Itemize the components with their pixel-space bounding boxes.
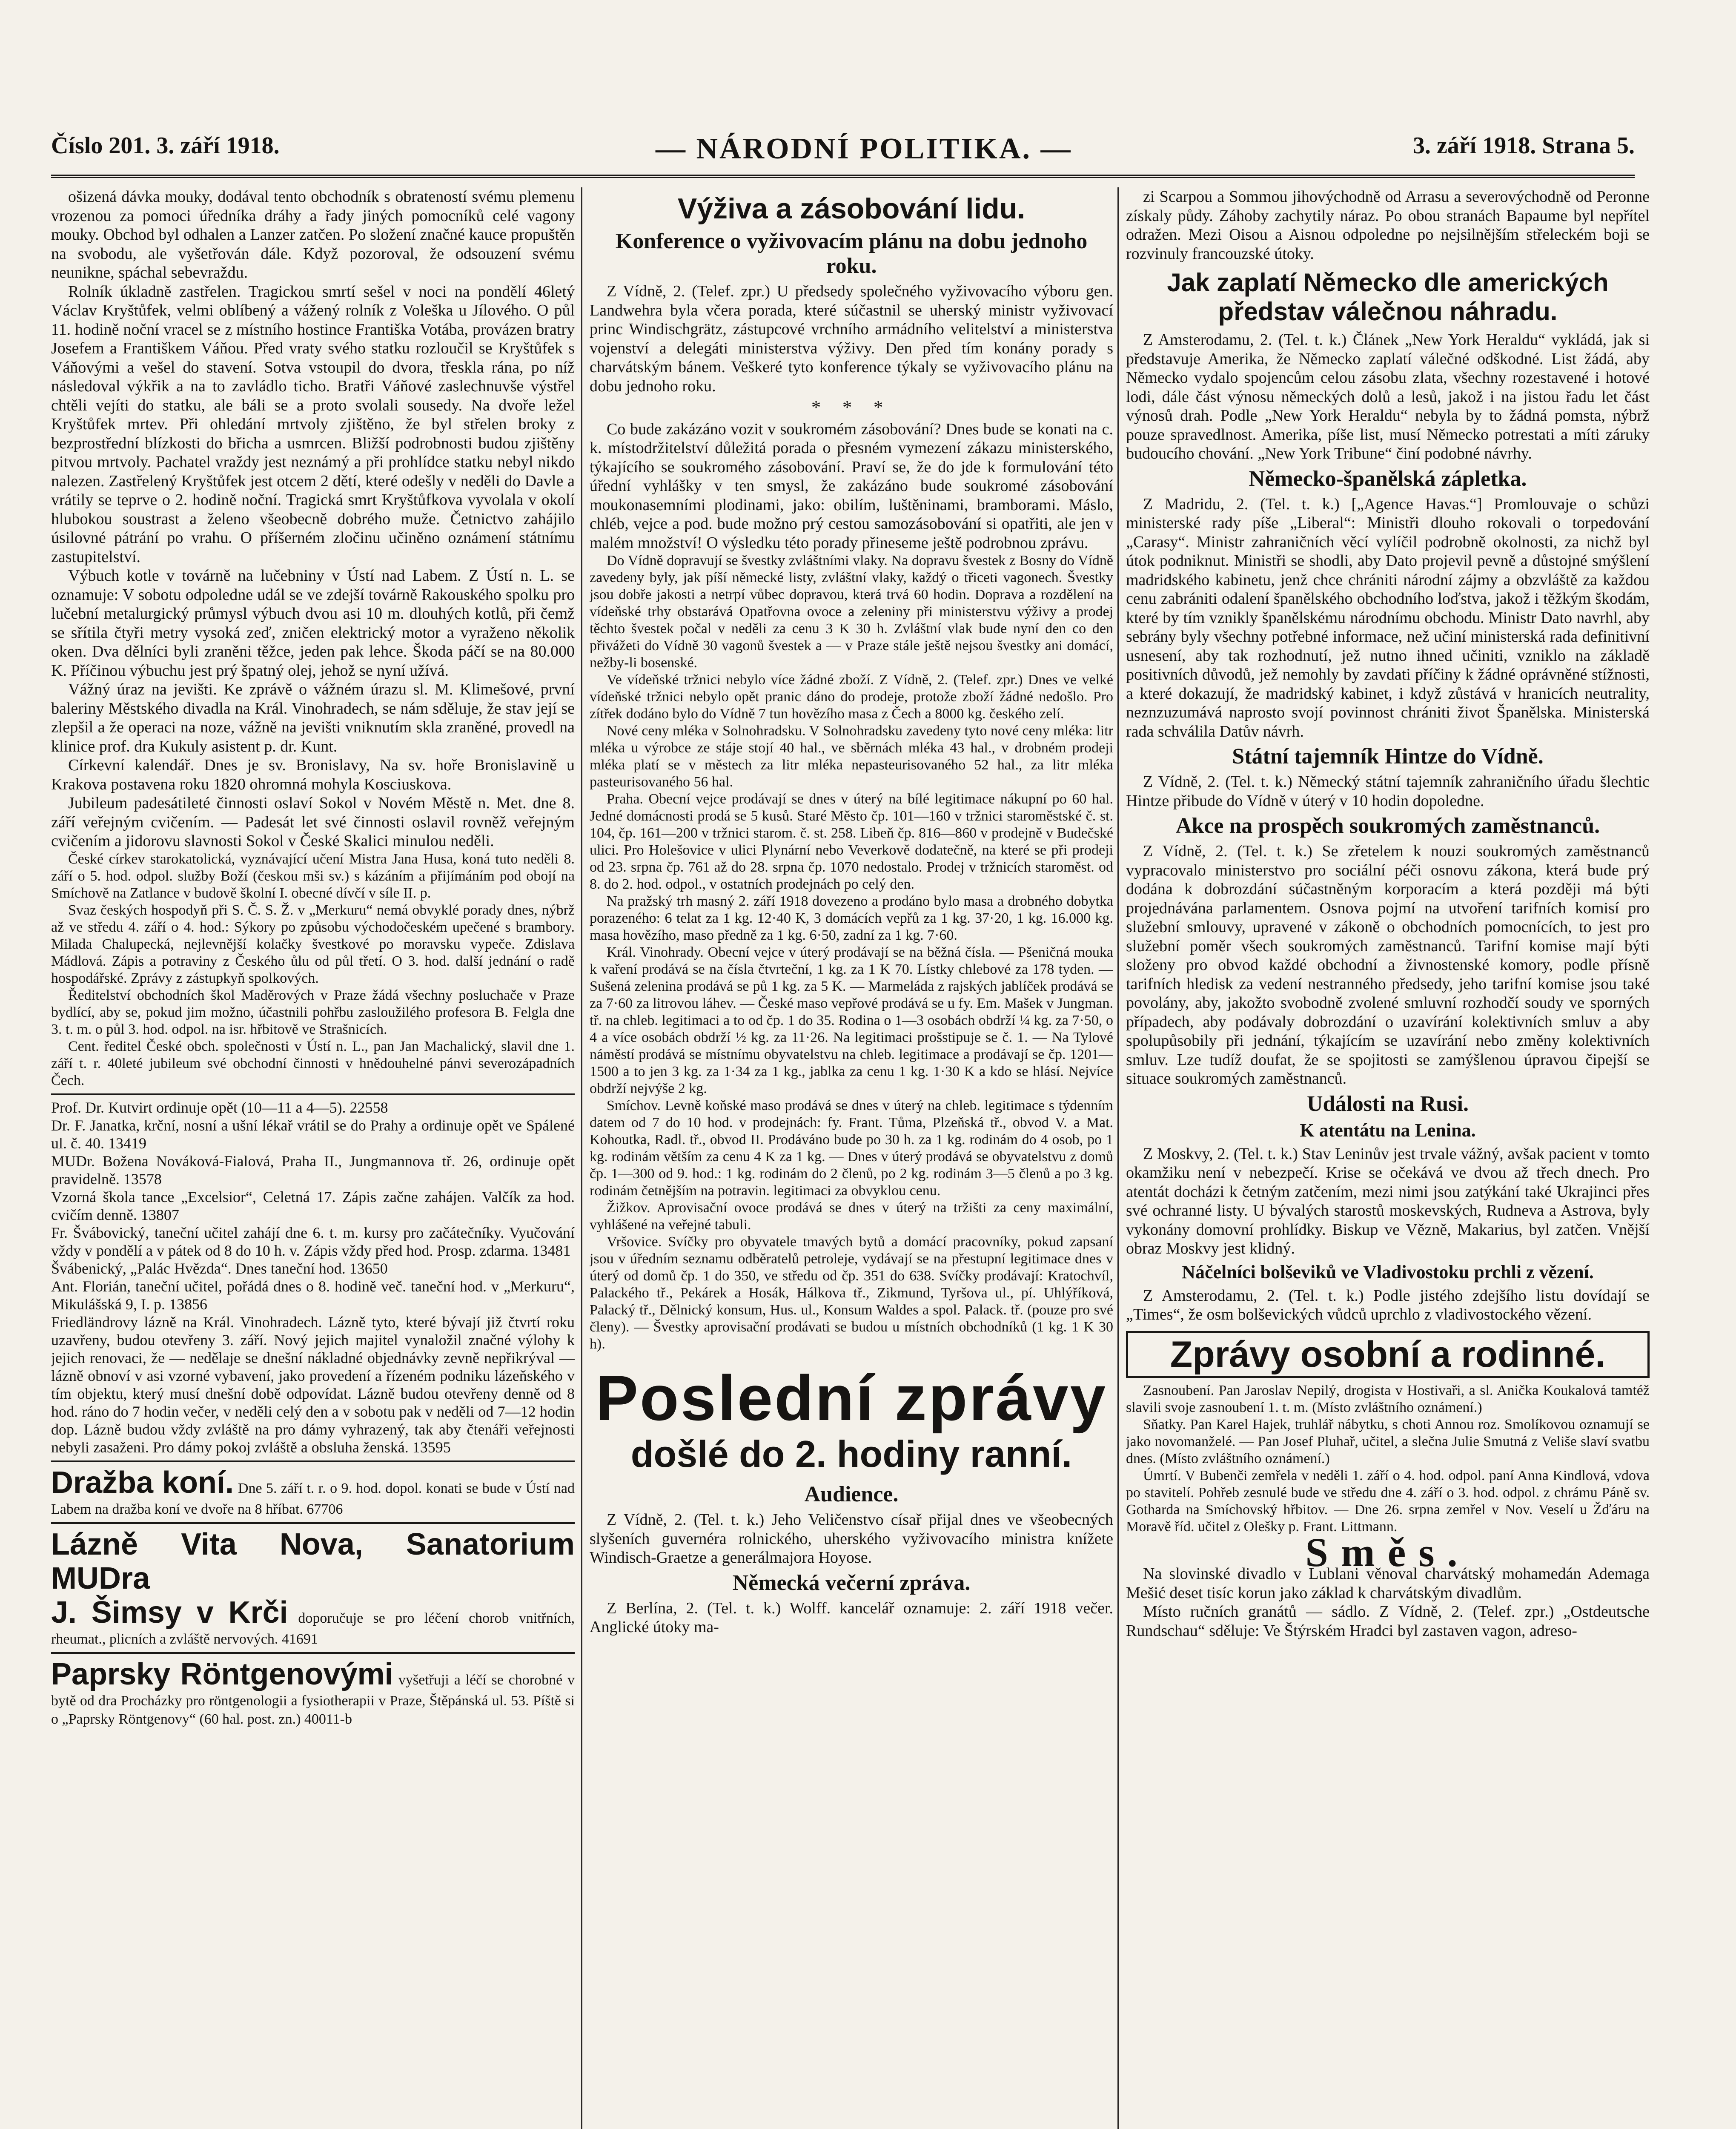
article-paragraph: Svaz českých hospodyň při S. Č. S. Ž. v „Merkuru“ nemá obvyklé porady dnes, nýbrž až ve středu 4. září o 4. hod.: Sýkory po způsobu východočeském upečené s brambory. Milada Chalupecká, nejlevnější kolačky švestkové po moravsku vypeče. Zdislava Mádlová. Zápis a potraviny z Českého ůlu od půl třetí. O 3. hod. další jednání o radě hospodářské. Zprávy z zástupkyň spolkových. bbox=[51, 902, 575, 986]
column-3 bbox=[1126, 187, 1650, 2129]
article-paragraph: zi Scarpou a Sommou jihovýchodně od Arrasu a severovýchodně od Peronne získaly půdy. Záhoby zachytily náraz. Po obou stranách Bapaume byl nepřítel odražen. Mezi Oisou a Aisnou odpoledne po nejsilnějším střeleckém boji se rozvinuly francouzské útoky. bbox=[1126, 188, 1650, 263]
article-paragraph: Z Vídně, 2. (Tel. t. k.) Německý státní tajemník zahraničního úřadu šlechtic Hintze přibude do Vídně v úterý v 10 hodin dopoledne. bbox=[1126, 773, 1650, 810]
ad-paprsky bbox=[51, 1652, 575, 1728]
ad-paragraph: Friedländrovy lázně na Král. Vinohradech. Lázně tyto, které bývají již čtvrtí roku uzavřeny, budou otevřeny 3. září. Nový jejich majitel vynaložil značné výlohy k jejich renovaci, že — nedělaje se dnešní nákladné objednávky zevně nepřikrýval — lázně obnoví v asi vzorné vybavení, jako provedení a řízeném podniku lázeňského v tím objektu, který musí dnešní době odpovídat. Lázně budou otevřeny denně od 8 hod. ráno do 7 hodin večer, v neděli celý den a v sobotu pak v neděli od 7—12 hodin dop. Lázně budou vždy zvláště na pro dámy vyhrazený, tak aby čtenáři veřejnosti nebyli zasaženi. Pro dámy pokoj zvláště a obsluha ženská. 13595 bbox=[51, 1313, 575, 1456]
article-paragraph: Z Madridu, 2. (Tel. t. k.) [„Agence Havas.“] Promlouvaje o schůzi ministerské rady píše „Liberal“: Ministři dlouho rokovali o torpedování „Carasy“. Ministr zahraničních věcí vylíčil podrobně okolnosti, za nichž byl útok podniknut. Ministři se shodli, aby Dato projevil pevně a důstojné smýšlení madridského kabinetu, jenž chce chrániti národní zájmy a obzvláště za každou cenu zabrániti odalení španělského obchodního loďstva, jakož i těžkým škodám, které by tím vznikly španělskému národnímu obchodu. Ministr Dato navrhl, aby sebrány byly všechny potřebné informace, než učiní ministerská rada definitivní usnesení, aby tak rozhodnutí, jež nutno ihned učiniti, vzniklo na základě positivních důvodů, jež nemohly by zavdati příčiny k žádné oprávněné stížnosti, a které dokazují, že madridský kabinet, i když zůstává v hranicích neutrality, neznzuzumává naprosto svojí povinnost chrániti život Španělska. Ministerská rada schválila Datův návrh. bbox=[1126, 495, 1650, 740]
miscellany-title: Směs. bbox=[1305, 1529, 1470, 1575]
ad-title: Paprsky Röntgenovými bbox=[51, 1657, 393, 1691]
article-headline: Náčelníci bolševiků ve Vladivostoku prchli z vězení. bbox=[1182, 1261, 1594, 1283]
column-1 bbox=[51, 187, 575, 2129]
ad-line: Fr. Švábovický, taneční učitel zahájí dne 6. t. m. kursy pro začátečníky. Vyučování vždy v pondělí a v pátek od 8 do 10 h. v. Zápis vždy před hod. Prosp. zdarma. 13481 bbox=[51, 1224, 575, 1259]
article-headline: Události na Rusi. bbox=[1307, 1091, 1469, 1116]
article-paragraph: Do Vídně dopravují se švestky zvláštními vlaky. Na dopravu švestek z Bosny do Vídně zavedeny byly, jak píší německé listy, zvláštní vlaky, každý o třiceti vagonech. Švestky jsou dobře jakosti a netrpí vůbec dopravou, která trvá 60 hodin. Doprava a rozdělení na vídeňské trhy obstarává Opatřovna ovoce a zeleniny při ministerstvu výživy a prodej těchto švestek počal v neděli za cenu 3 K 30 h. Zvláštní vlak bude nyní den co den přivážeti do Vídně 30 vagonů švestek a — v Praze stále ještě nejsou švestky ani domácí, nežby-li bosenské. bbox=[590, 553, 1113, 671]
ad-line: Dr. F. Janatka, krční, nosní a ušní lékař vrátil se do Prahy a ordinuje opět ve Spálené ul. č. 40. 13419 bbox=[51, 1116, 575, 1152]
article-paragraph: Žižkov. Aprovisační ovoce prodává se dnes v úterý na tržišti za ceny maximální, vyhlášené na veřejné tabuli. bbox=[590, 1200, 1113, 1233]
article-paragraph: Smíchov. Levně koňské maso prodává se dnes v úterý na chleb. legitimace s týdenním datem od 7 do 10 hod. v prodejnách: fy. Frant. Tůma, Plzeňská tř., obvod V. a Mat. Kohoutka, Radl. tř., obvod II. Prodáváno bude po 30 h. za 1 kg. rodinám do 4 osob, po 1 kg. rodinám větším za cenu 4 K za 1 kg. — Dnes v úterý prodává se obyvatelstvu z domů čp. 1—300 od 9. hod.: 1 kg. rodinám do 2 členů, po 2 kg. rodinám 3—5 členů a po 3 kg. rodinám četnějším na potravin. legitimaci za obvyklou cenu. bbox=[590, 1098, 1113, 1199]
ad-title: Lázně Vita Nova, Sanatorium MUDra bbox=[51, 1527, 575, 1595]
article-paragraph: Sňatky. Pan Karel Hajek, truhlář nábytku, s choti Annou roz. Smolíkovou oznamují se jako novomanželé. — Pan Josef Pluhař, učitel, a slečna Julie Smutná z Veliše slaví svatbu dnes. (Místo zvláštního oznámení.) bbox=[1126, 1416, 1650, 1466]
ad-title: J. Šimsy v Krči bbox=[51, 1595, 288, 1630]
ad-lazne bbox=[51, 1522, 575, 1648]
article-paragraph: Král. Vinohrady. Obecní vejce v úterý prodávají se na běžná čísla. — Pšeničná mouka k vaření prodává se na čísla čtvrteční, 1 kg. za 1 K 70. Lístky chlebové za 178 tyden. — Sušená zelenina prodává se pů 1 kg. za 5 K. — Marmeláda z rajských jablíček prodává se za 7·60 za litrovou láhev. — České maso vepřové prodává se u fy. Em. Mašek v Jungman. tř. na chleb. legitimaci a to od čp. 1 do 35. Rodina o 1—3 osobách obdrží ¼ kg. za 7·50, o 4 a více osobách obdrží ½ kg. za 11·26. Na legitimaci prošstipuje se č. 1. — Na Tylové náměstí prodává se místnímu obyvatelstvu na chleb. legitimace a prodávají se čp. 1201—1500 a to jen 3 kg. za 1·34 za 1 kg., jablka za cenu 1 kg. 1·30 K a kdo se hlásí. Nejvíce obdrží nejvýše 2 kg. bbox=[590, 944, 1113, 1096]
article-headline: Akce na prospěch soukromých zaměstnanců. bbox=[1175, 814, 1600, 838]
page-date: 3. září 1918. Strana 5. bbox=[1412, 132, 1635, 159]
ad-text: vyšetřuji a léčí se chorobné v bytě od dra Procházky pro röntgenologii a fysiotherapii v Praze, Štěpánská ul. 53. Píště si o „Paprsky Röntgenovy“ (60 hal. post. zn.) 40011-b bbox=[51, 1672, 575, 1727]
article-paragraph: Církevní kalendář. Dnes je sv. Bronislavy, Na sv. hoře Bronislavině u Krakova postavena roku 1820 ohromná mohyla Kosciuskova. bbox=[51, 756, 575, 793]
separator-stars: * * * bbox=[811, 397, 891, 418]
ad-line: Vzorná škola tance „Excelsior“, Celetná 17. Zápis začne zahájen. Valčík za hod. cvičím denně. 13807 bbox=[51, 1188, 575, 1223]
issue-info: Číslo 201. 3. září 1918. bbox=[51, 132, 280, 159]
article-paragraph: Rolník úkladně zastřelen. Tragickou smrtí sešel v noci na pondělí 46letý Václav Kryštůfek, velmi oblíbený a vážený rolník z Voleška u Jílového. O půl 11. hodině noční vracel se z místního hostince Františka Votába, provázen bratry Josefem a Františkem Váňou. Před vraty svého statku rozloučil se Kryštůfek s Váňovými a vešel do stavení. Sotva vstoupil do dvora, třeskla rána, po níž následoval výkřik a na to zavládlo ticho. Bratři Váňové zaslechnuvše výstřel chtěli vejíti do statku, ale báli se a proto svolali sousedy. Na dvoře ležel Kryštůfek mrtev. Při ohledání mrtvoly zjištěno, že byl střelen broky z bezprostřední blízkosti do břicha a usmrcen. Bližší podrobnosti budou zjištěny pitvou mrtvoly. Pachatel vraždy jest neznámý a při prohlídce statku nebyl nikdo nalezen. Zastřelený Kryštůfek jest otcem 2 dětí, které odešly v neděli do Davle a vrátily se teprve o 2. hodině noční. Tragická smrt Kryštůfkova vyvolala v okolí hlubokou soustrast a želeno všeobecně dobrého muže. Četnictvo zahájilo úsilovné pátrání po vrahu. O příšerném zločinu učiněno oznámení státnímu zastupitelství. bbox=[51, 282, 575, 566]
article-subheadline: K atentátu na Lenina. bbox=[1300, 1119, 1476, 1141]
article-paragraph: Ředitelství obchodních škol Maděrových v Praze žádá všechny posluchače v Praze bydlící, aby se, pokud jim možno, účastnili pohřbu zasloužilého profesora B. Felgla dne 3. t. m. o půl 3. hod. odpol. na isr. hřbitově ve Strašnicích. bbox=[51, 987, 575, 1037]
section-headline: Výživa a zásobování lidu. bbox=[677, 192, 1026, 225]
article-paragraph: České církev starokatolická, vyznávající učení Mistra Jana Husa, koná tuto neděli 8. září o 5. hod. odpol. služby Boží (českou mši sv.) s kázáním a přijímáním pod obojí na Smíchově na Zatlance v budově školní I. obecné dívčí v síle II. p. bbox=[51, 851, 575, 901]
article-paragraph: Místo ručních granátů — sádlo. Z Vídně, 2. (Telef. zpr.) „Ostdeutsche Rundschau“ sděluje: Ve Štýrském Hradci byl zastaven vagon, adreso- bbox=[1126, 1603, 1650, 1640]
article-paragraph: Úmrtí. V Bubenči zemřela v neděli 1. září o 4. hod. odpol. paní Anna Kindlová, vdova po stavitelí. Pohřeb zesnulé bude ve středu dne 4. září o 3. hod. odpol. z chrámu Páně sv. Gotharda na Smíchovský hřbitov. — Dne 26. srpna zemřel v Nov. Veselí u Žďáru na Moravě říd. učitel z Olešky p. Frant. Littmann. bbox=[1126, 1467, 1650, 1535]
article-paragraph: Zasnoubení. Pan Jaroslav Nepilý, drogista v Hostivaři, a sl. Anička Koukalová tamtéž slavili svoje zasnoubení 1. t. m. (Místo zvláštního oznámení.) bbox=[1126, 1382, 1650, 1415]
article-subheadline: Konference o vyživovacím plánu na dobu jednoho roku. bbox=[615, 229, 1088, 278]
article-headline: Státní tajemník Hintze do Vídně. bbox=[1232, 744, 1544, 769]
column-divider bbox=[581, 187, 582, 2129]
article-headline: Německá večerní zpráva. bbox=[732, 1570, 971, 1595]
article-paragraph: Z Vídně, 2. (Tel. t. k.) Jeho Veličenstvo císař přijal dnes ve všeobecných slyšeních guvernéra rolnického, uherského vyživovacího ministra knížete Windisch-Graetze a generálmajora Hoyose. bbox=[590, 1511, 1113, 1567]
article-paragraph: Vážný úraz na jevišti. Ke zprávě o vážném úrazu sl. M. Klimešové, první baleriny Městského divadla na Král. Vinohradech, se nám sděluje, že stav její se zlepšil a že operaci na noze, vážně na jevišti vniknutím skla zraněné, provedl na klinice prof. dra Kukuly asistent p. dr. Kunt. bbox=[51, 680, 575, 755]
article-paragraph: Na slovinské divadlo v Lublani věnoval charvátský mohamedán Ademaga Mešić deset tisíc korun jako základ k charvátským divadlům. bbox=[1126, 1565, 1650, 1602]
article-paragraph: Z Vídně, 2. (Tel. t. k.) Se zřetelem k nouzi soukromých zaměstnanců vypracovalo ministerstvo pro sociální péči osnovu zákona, která bude prý dodána k dobrozdání súčastněným korporacím a která později má býti projednávána parlamentem. Osnova pojmí na utvoření tarifních komisí pro služební smlouvy, upravené v zákoně o obchodních pomocnících, to jest pro služební poměr všech soukromých zaměstnanců. Tarifní komise mají býti složeny pro obvod každé obchodní a živnostenské komory, podle přísně tarifních hledisk za vedení nestranného předsedy, jeho tarifní komise jsou také povolány, aby, jakožto svobodně zvolené smluvní rozhodčí soudy ve sporných případech, aby podávaly dobrozdání o uzavírání kolektivních smluv a aby spolupůsobily při jednání, týkajícím se uzavírání nebo změny kolektivních smluv. Lze tudíž doufat, že se spojitosti se zamýšlenou úpravou čipejší se situace soukromých zaměstnanců. bbox=[1126, 842, 1650, 1087]
article-paragraph: ošizená dávka mouky, dodával tento obchodník s obrateností svému plemenu vrozenou za pomoci úředníka dráhy a řady jiných pomocníků celé vagony mouky. Obchod byl odhalen a Lanzer zatčen. Po složení značné kauce propuštěn na svobodu, ale vyšetřován dále. Když pozoroval, že odsouzení svému neunikne, spáchal sebevraždu. bbox=[51, 188, 575, 281]
article-headline: Německo-španělská zápletka. bbox=[1249, 466, 1527, 491]
latest-news-title: Poslední zprávy bbox=[595, 1362, 1108, 1434]
article-paragraph: Praha. Obecní vejce prodávají se dnes v úterý na bílé legitimace nákupní po 60 hal. Jedné domácnosti prodá se 5 kusů. Staré Město čp. 101—160 v tržnici staroměstské č. st. 104, čp. 161—200 v tržnici starom. č. st. 258. Libeň čp. 816—860 v prodejně v Budečské ulici. Pro Holešovice v ulici Plynární nebo Veverkově dodatečně, na které se při prodeji od 23. srpna čp. 761 až do 28. srpna čp. 1070 nedostalo. Prodej v tržnicích staroměst. od 8. do 2. hod. odpol., v ostatních prodejnách po celý den. bbox=[590, 791, 1113, 892]
article-paragraph: Nové ceny mléka v Solnohradsku. V Solnohradsku zavedeny tyto nové ceny mléka: litr mléka u výrobce ze stáje stojí 40 hal., ve sběrnách mléka 43 hal., v drobném prodeji mléka platí se v městech za litr mléka nepasteurisovaného 52 hal., za litr mléka pasteurisovaného 56 hal. bbox=[590, 723, 1113, 790]
personal-news-title: Zprávy osobní a rodinné. bbox=[1126, 1331, 1650, 1378]
ad-title: Dražba koní. bbox=[51, 1465, 234, 1500]
column-divider bbox=[1117, 187, 1119, 2129]
article-paragraph: Z Amsterodamu, 2. (Tel. t. k.) Podle jistého zdejšího listu dovídají se „Times“, že osm bolševických vůdců uprchlo z vladivostockého vězení. bbox=[1126, 1286, 1650, 1323]
ad-line: MUDr. Božena Nováková-Fialová, Praha II., Jungmannova tř. 26, ordinuje opět pravidelně. 13578 bbox=[51, 1152, 575, 1188]
article-paragraph: Vršovice. Svíčky pro obyvatele tmavých bytů a domácí pracovníky, pokud zapsaní jsou v úředním seznamu odběratelů petroleje, vydávají se na přestupní legitimace dnes v úterý od domů čp. 1 do 350, ve středu od čp. 351 do 638. Svíčky prodávají: Kratochvíl, Palackého tř., Pekárek a Hosák, Hálkova tř., Zikmund, Tyršova ul., pí. Uhlýříková, Palacký tř., Dělnický konsum, Hus. ul., Konsum Waldes a spol. Palack. tř. (pouze pro své členy). — Švestky aprovisační prodávati se budou u místních obchodníků (1 kg. 1 K 30 h). bbox=[590, 1234, 1113, 1352]
article-paragraph: Z Amsterodamu, 2. (Tel. t. k.) Článek „New York Heraldu“ vykládá, jak si představuje Amerika, že Německo zaplatí válečné odškodné. List žádá, aby Německo vydalo spojencům celou zásobu zlata, všechny rozestavené i hotové lodi, dále část výnosu německých dolů a lesů, jakož i na jistou řadu let část výnosů drah. Podle „New York Heraldu“ nebyla by to žádná pomsta, nýbrž pouze spravedlnost. Amerika, píše list, musí Německo potrestati a míti záruky budoucího chování. „New York Tribune“ činí podobné návrhy. bbox=[1126, 331, 1650, 462]
masthead: — NÁRODNÍ POLITIKA. — bbox=[656, 132, 1072, 165]
ad-line: Prof. Dr. Kutvirt ordinuje opět (10—11 a 4—5). 22558 bbox=[51, 1099, 388, 1116]
classified-ads bbox=[51, 1093, 575, 1456]
ad-drazba bbox=[51, 1460, 575, 1518]
page-header bbox=[51, 128, 1635, 178]
article-paragraph: Na pražský trh masný 2. září 1918 dovezeno a prodáno bylo masa a drobného dobytka porazeného: 6 telat za 1 kg. 12·40 K, 3 domácích vepřů za 1 kg. 37·20, 1 kg. 16.000 kg. masa hovězího, maso předně za 1 kg. 6·50, zadní za 1 kg. 7·60. bbox=[590, 893, 1113, 943]
article-paragraph: Ve vídeňské tržnici nebylo více žádné zboží. Z Vídně, 2. (Telef. zpr.) Dnes ve velké vídeňské tržnici nebylo opět pranic dáno do prodeje, protože zboží žádné nedošlo. Pro zítřek dodáno bylo do Vídně 7 tun hovězího masa z Čech a 8000 kg. českého zelí. bbox=[590, 672, 1113, 722]
article-paragraph: Z Berlína, 2. (Tel. t. k.) Wolff. kancelář oznamuje: 2. září 1918 večer. Anglické útoky ma- bbox=[590, 1599, 1113, 1636]
column-2 bbox=[590, 187, 1113, 2129]
ad-line: Ant. Florián, taneční učitel, pořádá dnes o 8. hodině več. taneční hod. v „Merkuru“, Mikulášská 9, I. p. 13856 bbox=[51, 1277, 575, 1313]
article-paragraph: Výbuch kotle v továrně na lučebniny v Ústí nad Labem. Z Ústí n. L. se oznamuje: V sobotu odpoledne udál se ve zdejší továrně Rakouského spolku pro lučební metalurgický průmysl výbuch dvou asi 10 m. dlouhých kotlů, při čemž se sřítila čtyři metry vysoká zeď, zničen elektrický motor a vyraženo několik oken. Dva dělníci byli zraněni těžce, jeden pak lehce. Škoda páčí se na 80.000 K. Příčinou výbuchu jest prý špatný olej, jehož se nyní užívá. bbox=[51, 567, 575, 680]
ad-text: doporučuje se pro léčení chorob vnitřních, rheumat., plicních a zvláště nervových. 41691 bbox=[51, 1610, 575, 1647]
ad-line: Švábenický, „Palác Hvězda“. Dnes taneční hod. 13650 bbox=[51, 1260, 388, 1277]
ad-text: Dne 5. září t. r. o 9. hod. dopol. konati se bude v Ústí nad Labem na dražba koní ve dvoře na 8 hříbat. 67706 bbox=[51, 1480, 575, 1517]
article-paragraph: Cent. ředitel České obch. společnosti v Ústí n. L., pan Jan Machalický, slavil dne 1. září t. r. 40leté jubileum své obchodní činnosti v hnědouhelné pánvi severozápadních Čech. bbox=[51, 1038, 575, 1088]
article-paragraph: Co bude zakázáno vozit v soukromém zásobování? Dnes bude se konati na c. k. místodržitelství důležitá porada o přesném vymezení zákazu ministerského, týkajícího se soukromého zásobování. Praví se, že do jde k formulování této úřední vyhlášky v ten smysl, že zakázáno bude soukromé zásobování moukonasemními plodinami, jako: obilím, luštěninami, bramborami. Máslo, chléb, vejce a pod. bude možno prý cestou samozásobování si opatřiti, ale jen v malém množství! O výsledku této porady přineseme ještě podrobnou zprávu. bbox=[590, 420, 1113, 552]
article-paragraph: Jubileum padesátileté činnosti oslaví Sokol v Novém Městě n. Met. dne 8. září veřejným cvičením. — Padesát let své činnosti oslavil rovněž veřejným cvičením a jidorovu slavnosti Sokol v České Skalici minulou neděli. bbox=[51, 794, 575, 850]
article-paragraph: Z Moskvy, 2. (Tel. t. k.) Stav Leninův jest trvale vážný, avšak pacient v tomto okamžiku není v nebezpečí. Krise se očekává ve dvou až třech dnech. Pro atentát docházi k četným zatčením, mezi nimi jsou zatýkání také Ukrajinci přes své ochranné listy. U bývalých starostů moskevských, Rudneva a Astrova, byly vykonány domovní prohlídky. Biskup ve Vězně, Makarius, byl zatčen. Vnější obraz Moskvy jest klidný. bbox=[1126, 1145, 1650, 1257]
article-paragraph: Z Vídně, 2. (Telef. zpr.) U předsedy společného vyživovacího výboru gen. Landwehra byla včera porada, které súčastnil se uherský ministr vyživovací princ Windischgrätz, zástupcové vrchního armádního velitelství a ministerstva vojenství a delegáti ministerstva výživy. Den před tím konány porady s charvátským bánem. Veškeré tyto konference týkaly se vyživovacího plánu na dobu jednoho roku. bbox=[590, 282, 1113, 395]
latest-news-subtitle: došlé do 2. hodiny ranní. bbox=[630, 1433, 1072, 1475]
article-headline: Jak zaplatí Německo dle amerických představ válečnou náhradu. bbox=[1167, 268, 1609, 326]
article-headline: Audience. bbox=[804, 1482, 899, 1506]
